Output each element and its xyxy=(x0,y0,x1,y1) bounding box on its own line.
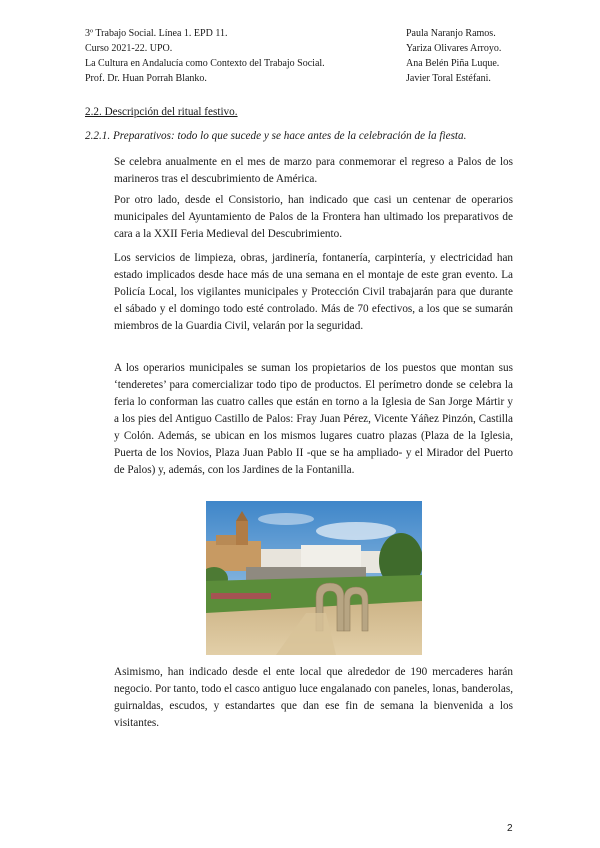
header-author-line: Javier Toral Estéfani. xyxy=(406,73,491,84)
page-number: 2 xyxy=(507,823,513,834)
header-author-line: Paula Naranjo Ramos. xyxy=(406,28,496,39)
paragraph-text: Los servicios de limpieza, obras, jardinería, fontanería, carpintería, y electricidad han estado implicados desde hace más de una semana en el montaje de este gran evento. La Policía Local, los vigilantes municipales y Protección Civil trabajarán para que durante el sábado y el domingo todo esté controlado. Más de 70 efectivos, a los que se sumarán miembros de la Guardia Civil, velarán por la seguridad. xyxy=(114,252,513,332)
body-paragraph xyxy=(114,250,513,335)
body-paragraph xyxy=(114,192,513,243)
header-author-line: Yariza Olivares Arroyo. xyxy=(406,43,502,54)
subsection-title: 2.2.1. Preparativos: todo lo que sucede y se hace antes de la celebración de la fiesta. xyxy=(85,130,467,142)
header-authors xyxy=(406,26,501,86)
paragraph-text: Se celebra anualmente en el mes de marzo para conmemorar el regreso a Palos de los marineros tras el descubrimiento de América. xyxy=(114,156,513,185)
body-paragraph xyxy=(114,664,513,732)
section-title: 2.2. Descripción del ritual festivo. xyxy=(85,106,238,118)
festival-site-photo xyxy=(206,501,422,655)
header-course-line: Curso 2021-22. UPO. xyxy=(85,43,173,54)
header-course-line: 3º Trabajo Social. Línea 1. EPD 11. xyxy=(85,28,228,39)
header-course-info xyxy=(85,26,325,86)
paragraph-text: Asimismo, han indicado desde el ente local que alrededor de 190 mercaderes harán negocio. Por tanto, todo el casco antiguo luce engalanado con paneles, lonas, banderolas, guirnaldas, escudos, y estandartes que dan ese fin de semana la bienvenida a los visitantes. xyxy=(114,666,513,729)
body-paragraph xyxy=(114,154,513,188)
header-author-line: Ana Belén Piña Luque. xyxy=(406,58,500,69)
header-course-line: La Cultura en Andalucía como Contexto del Trabajo Social. xyxy=(85,58,325,69)
header-course-line: Prof. Dr. Huan Porrah Blanko. xyxy=(85,73,207,84)
paragraph-text: A los operarios municipales se suman los propietarios de los puestos que montan sus ‘tenderetes’ para comercializar todo tipo de productos. El perímetro donde se celebra la feria lo conforman las cuatro calles que están en torno a la Iglesia de San Jorge Mártir y a los pies del Antiguo Castillo de Palos: Fray Juan Pérez, Vicente Yáñez Pinzón, Castilla y Colón. Además, se ubican en los mismos lugares cuatro plazas (Plaza de la Iglesia, Puerta de los Novios, Plaza Juan Pablo II -que se ha ampliado- y el Mirador del Puerto de Palos) y, además, con los Jardines de la Fontanilla. xyxy=(114,362,513,476)
body-paragraph xyxy=(114,360,513,479)
paragraph-text: Por otro lado, desde el Consistorio, han indicado que casi un centenar de operarios municipales del Ayuntamiento de Palos de la Frontera han ultimado los preparativos de cara a la XXII Feria Medieval del Descubrimiento. xyxy=(114,194,513,240)
